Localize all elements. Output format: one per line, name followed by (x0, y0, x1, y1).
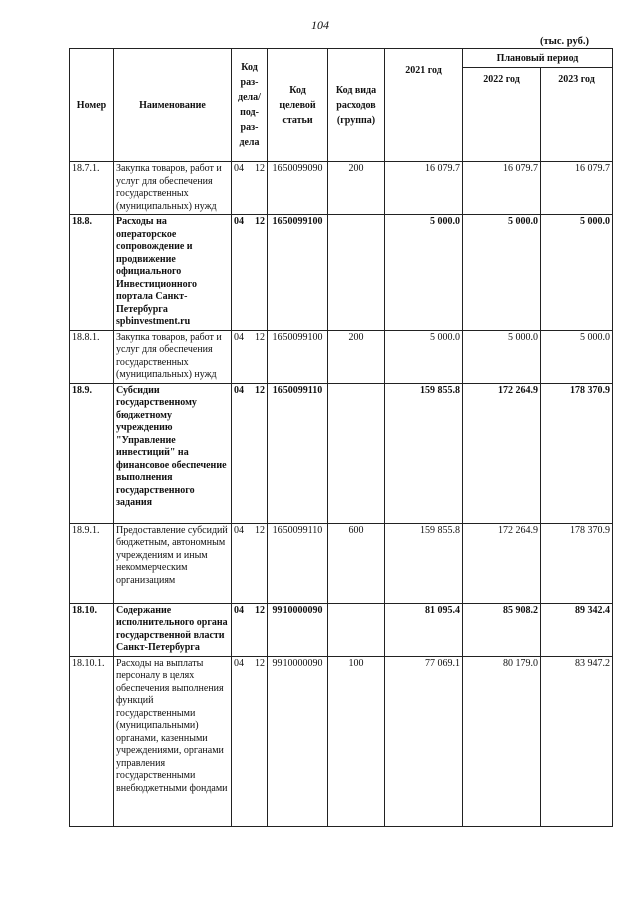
row-2022: 5 000.0 (463, 330, 541, 383)
header-expense: Код вида расходов (группа) (328, 49, 385, 162)
row-name: Содержание исполнительного органа государственной власти Санкт-Петербурга (114, 603, 232, 656)
row-name: Расходы на выплаты персоналу в целях обеспечения выполнения функций государственными (муниципальными) органами, казенными учреждениями, органами управления государственными внебюджетными фондами (114, 656, 232, 826)
row-2021: 81 095.4 (385, 603, 463, 656)
subsection-code: 12 (255, 604, 265, 616)
row-number: 18.7.1. (70, 162, 114, 215)
row-section (232, 656, 268, 826)
row-section (232, 603, 268, 656)
row-name: Расходы на операторское сопровождение и продвижение официального Инвестиционного портала Санкт-Петербурга spbinvestment.ru (114, 215, 232, 331)
row-target: 1650099090 (268, 162, 328, 215)
row-2022: 85 908.2 (463, 603, 541, 656)
row-expense: 100 (328, 656, 385, 826)
table-row (70, 656, 613, 826)
section-code: 04 (234, 216, 244, 227)
row-2023: 5 000.0 (541, 330, 613, 383)
row-expense (328, 603, 385, 656)
row-section (232, 162, 268, 215)
row-2021: 77 069.1 (385, 656, 463, 826)
table-row (70, 330, 613, 383)
row-2021: 5 000.0 (385, 215, 463, 331)
row-2023: 83 947.2 (541, 656, 613, 826)
subsection-code: 12 (255, 331, 265, 343)
units-label: (тыс. руб.) (540, 36, 589, 47)
table-row (70, 162, 613, 215)
table-row (70, 523, 613, 603)
row-number: 18.9.1. (70, 523, 114, 603)
row-2021: 159 855.8 (385, 383, 463, 523)
row-name: Предоставление субсидий бюджетным, автономным учреждениям и иным некоммерческим организациям (114, 523, 232, 603)
header-target: Код целевой статьи (268, 49, 328, 162)
header-name: Наименование (114, 49, 232, 162)
row-2021: 5 000.0 (385, 330, 463, 383)
subsection-code: 12 (255, 163, 265, 174)
row-2023: 178 370.9 (541, 383, 613, 523)
row-expense (328, 383, 385, 523)
row-name: Закупка товаров, работ и услуг для обеспечения государственных (муниципальных) нужд (114, 330, 232, 383)
header-2023: 2023 год (541, 68, 613, 162)
row-target: 9910000090 (268, 656, 328, 826)
table-row (70, 383, 613, 523)
header-2021: 2021 год (385, 49, 463, 162)
table-row (70, 603, 613, 656)
row-2023: 89 342.4 (541, 603, 613, 656)
table-row (70, 215, 613, 331)
subsection-code: 12 (255, 657, 265, 669)
section-code: 04 (234, 524, 244, 536)
header-planned-period: Плановый период (463, 49, 613, 68)
row-2022: 172 264.9 (463, 523, 541, 603)
row-number: 18.8. (70, 215, 114, 331)
row-expense: 600 (328, 523, 385, 603)
header-section: Код раз-дела/ под-раз-дела (232, 49, 268, 162)
row-target: 1650099110 (268, 523, 328, 603)
row-2022: 5 000.0 (463, 215, 541, 331)
row-2023: 16 079.7 (541, 162, 613, 215)
row-2021: 16 079.7 (385, 162, 463, 215)
section-code: 04 (234, 384, 244, 396)
row-2023: 178 370.9 (541, 523, 613, 603)
row-2022: 16 079.7 (463, 162, 541, 215)
budget-table (69, 48, 613, 827)
subsection-code: 12 (255, 524, 265, 536)
row-section (232, 215, 268, 331)
row-2021: 159 855.8 (385, 523, 463, 603)
row-target: 1650099110 (268, 383, 328, 523)
row-name: Закупка товаров, работ и услуг для обеспечения государственных (муниципальных) нужд (114, 162, 232, 215)
row-expense (328, 215, 385, 331)
row-name: Субсидии государственному бюджетному учреждению "Управление инвестиций" на финансовое обеспечение выполнения государственного задания (114, 383, 232, 523)
row-section (232, 383, 268, 523)
section-code: 04 (234, 657, 244, 669)
subsection-code: 12 (255, 384, 265, 396)
section-code: 04 (234, 163, 244, 174)
row-2023: 5 000.0 (541, 215, 613, 331)
row-expense: 200 (328, 162, 385, 215)
row-number: 18.10.1. (70, 656, 114, 826)
row-section (232, 523, 268, 603)
row-2022: 172 264.9 (463, 383, 541, 523)
row-target: 1650099100 (268, 330, 328, 383)
row-2022: 80 179.0 (463, 656, 541, 826)
page-number: 104 (311, 18, 329, 32)
row-number: 18.8.1. (70, 330, 114, 383)
row-number: 18.9. (70, 383, 114, 523)
row-expense: 200 (328, 330, 385, 383)
row-target: 9910000090 (268, 603, 328, 656)
subsection-code: 12 (255, 216, 265, 227)
section-code: 04 (234, 604, 244, 616)
row-target: 1650099100 (268, 215, 328, 331)
header-2022: 2022 год (463, 68, 541, 162)
row-number: 18.10. (70, 603, 114, 656)
section-code: 04 (234, 331, 244, 343)
header-number: Номер (70, 49, 114, 162)
row-section (232, 330, 268, 383)
